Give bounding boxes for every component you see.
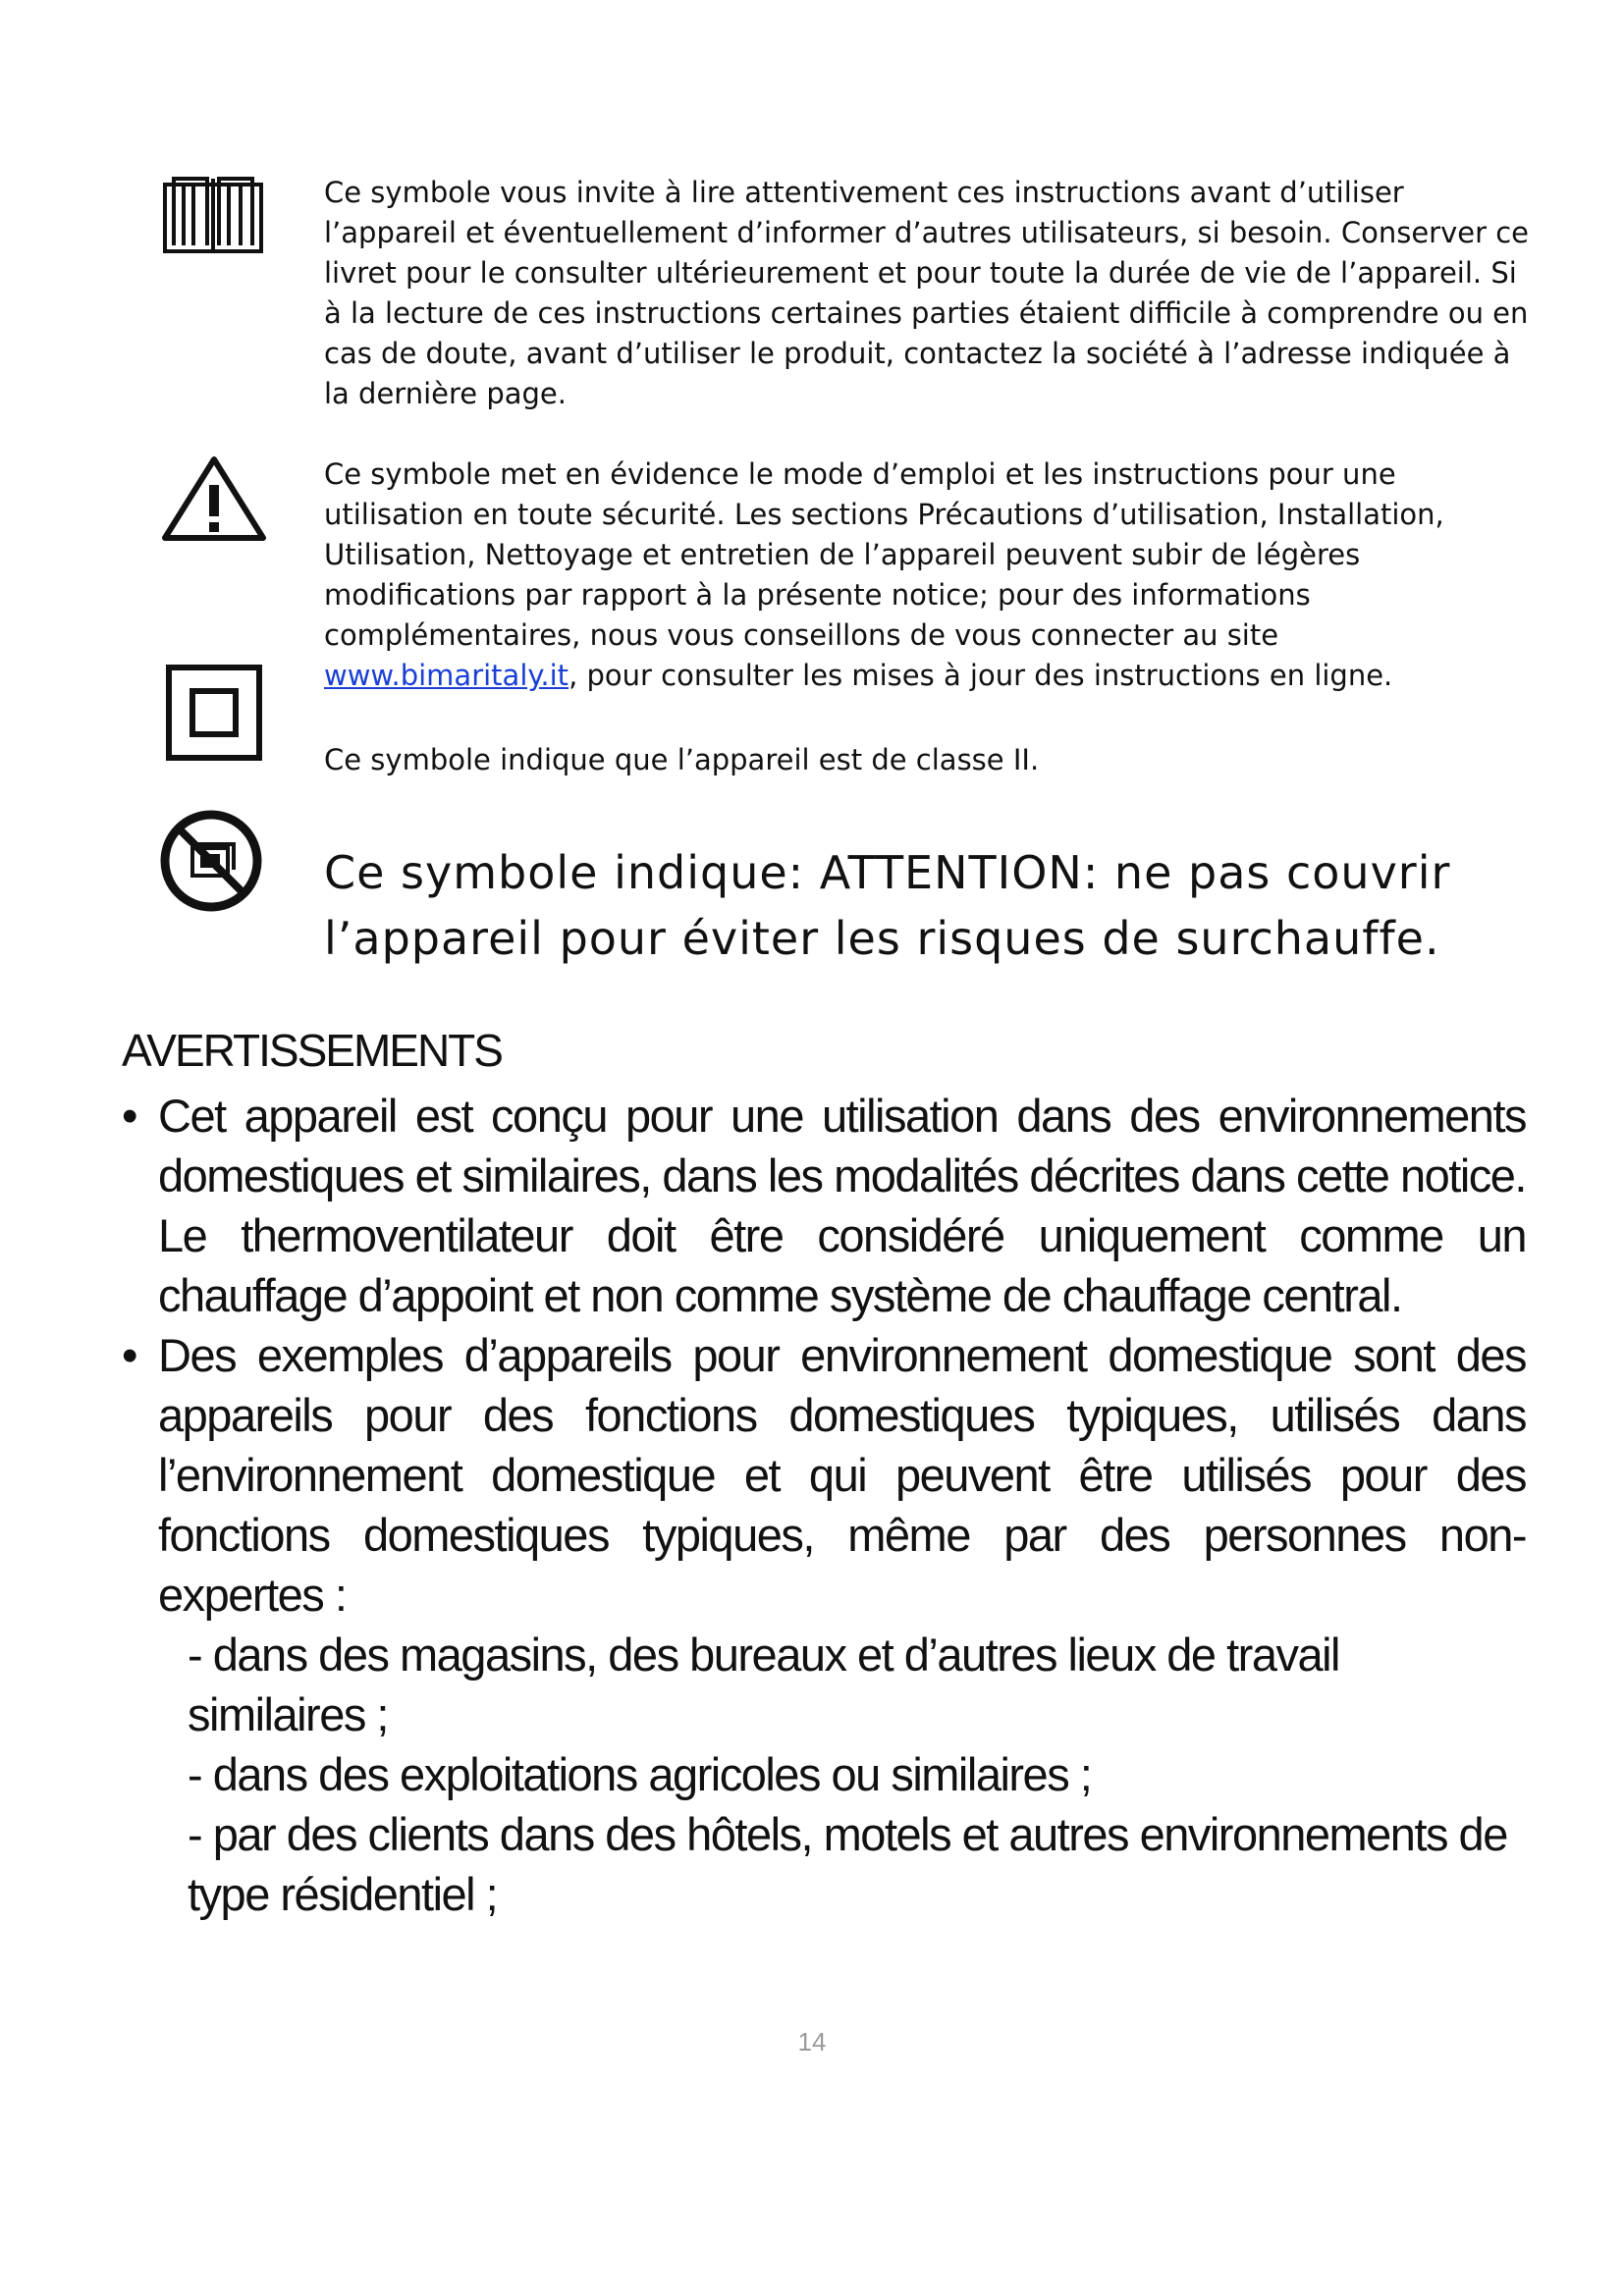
safety-instructions-text	[324, 454, 1532, 696]
do-not-cover-text: Ce symbole indique: ATTENTION: ne pas couvrir l’appareil pour éviter les risques de surchauffe.	[324, 846, 1451, 965]
warnings-list	[122, 1086, 1526, 1924]
page-number: 14	[797, 2027, 827, 2056]
read-instructions-text: Ce symbole vous invite à lire attentivement ces instructions avant d’utiliser l’appareil et éventuellement d’informer d’autres utilisateurs, si besoin. Conserver ce livret pour le consulter ultérieurement et pour toute la durée de vie de l’appareil. Si à la lecture de ces instructions certaines parties étaient difficile à comprendre ou en cas de doute, avant d’utiliser le produit, contactez la société à l’adresse indiquée à la dernière page.	[324, 176, 1530, 410]
bullet-glyph: •	[122, 1090, 136, 1142]
warning-triangle-icon	[160, 454, 268, 544]
class-two-icon	[165, 664, 263, 762]
sub-list-item: - par des clients dans des hôtels, motels et autres environnements de type résidentiel ;	[188, 1808, 1507, 1920]
sub-list	[158, 1625, 1526, 1924]
sub-list-item: - dans des magasins, des bureaux et d’autres lieux de travail similaires ;	[188, 1629, 1339, 1740]
bullet-glyph: •	[122, 1329, 136, 1381]
website-link[interactable]: www.bimaritaly.it	[324, 659, 569, 692]
class-two-text: Ce symbole indique que l’appareil est de classe II.	[324, 743, 1040, 776]
do-not-cover-icon	[159, 809, 263, 913]
safety-text-tail: , pour consulter les mises à jour des instructions en ligne.	[568, 659, 1393, 692]
warning-item-text: Cet appareil est conçu pour une utilisation dans des environnements domestiques et similaires, dans les modalités décrites dans cette notice. Le thermoventilateur doit être considéré uniquement comme un chauffage d’appoint et non comme système de chauffage central.	[158, 1090, 1526, 1321]
sub-list-item: - dans des exploitations agricoles ou similaires ;	[188, 1748, 1092, 1800]
safety-text-lead: Ce symbole met en évidence le mode d’emploi et les instructions pour une utilisation en toute sécurité. Les sections Précautions d’utilisation, Installation, Utilisation, Nettoyage et entretien de l’appareil peuvent subir de légères modifications par rapport à la présente notice; pour des informations complémentaires, nous vous conseillons de vous connecter au site	[324, 457, 1444, 652]
warnings-heading: AVERTISSEMENTS	[122, 1025, 502, 1076]
book-icon	[162, 175, 264, 255]
list-item	[122, 1086, 1526, 1325]
list-item	[122, 1325, 1526, 1924]
warning-item-text: Des exemples d’appareils pour environnement domestique sont des appareils pour des fonctions domestiques typiques, utilisés dans l’environnement domestique et qui peuvent être utilisés pour des fonctions domestiques typiques, même par des personnes non-expertes :	[158, 1329, 1526, 1621]
